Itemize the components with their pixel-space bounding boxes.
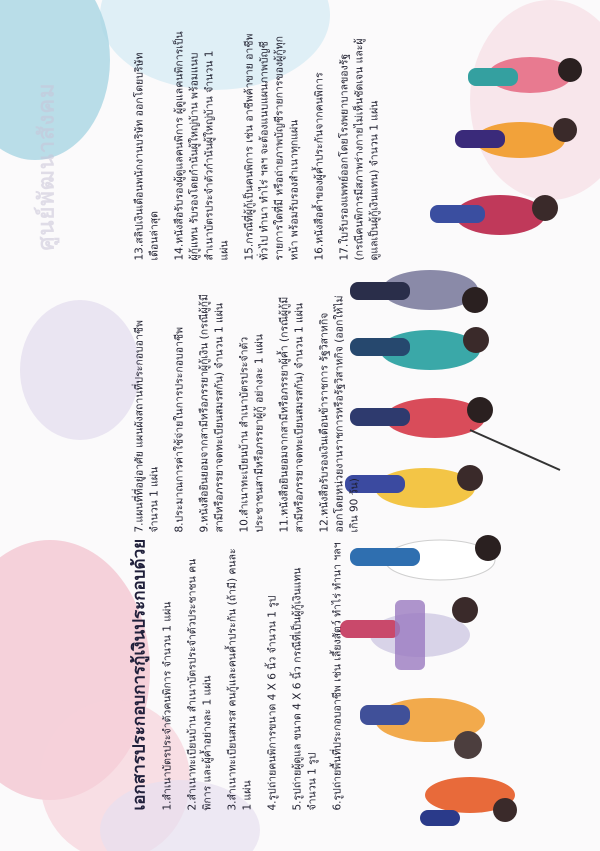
watermark-text: ศูนย์พัฒนาสังคม <box>34 82 60 251</box>
column-1 <box>161 541 356 811</box>
list-item: 5.รูปถ่ายผู้ดูแล ขนาด 4 X 6 นิ้ว กรณีที่เป็นผู้กู้เงินแทนจำนวน 1 รูป <box>291 567 319 811</box>
list-item: 6.รูปถ่ายพื้นที่ประกอบอาชีพ เช่น เลี้ยงสัตว์ ทำไร่ ทำนา ฯลฯ <box>331 542 344 811</box>
list-item: 1.สำเนาบัตรประจำตัวคนพิการ จำนวน 1 แผ่น <box>161 601 174 811</box>
list-item: 7.แผนที่ที่อยู่อาศัย แผนผังสถานที่ประกอบอาชีพ จำนวน 1 แผ่น <box>133 320 161 533</box>
list-item: 16.หนังสือค้ำของผู้ค้ำประกันจากคนพิการ <box>313 72 326 261</box>
list-item: 11.หนังสือยินยอมจากสามีหรือภรรยาผู้ค้ำ (กรณีผู้กู้มีสามีหรือภรรยาจดทะเบียนสมรสกัน) จำนวน 1 แผ่น <box>278 296 306 533</box>
rotated-content <box>1 0 600 851</box>
list-item: 9.หนังสือยินยอมจากสามีหรือภรรยาผู้กู้เงิน (กรณีผู้กู้มีสามีหรือภรรยาจดทะเบียนสมรสกัน) จำนวน 1 แผ่น <box>198 294 226 533</box>
list-item: 4.รูปถ่ายคนพิการขนาด 4 X 6 นิ้ว จำนวน 1 รูป <box>266 595 279 811</box>
list-item: 14.หนังสือรับรองผู้ดูแลคนพิการ ผู้ดูแลคนพิการเป็นผู้กู้แทน รับรองโดยกำนันผู้ใหญ่บ้าน พร้อมแนบสำเนาบัตรประจำตัวกำนันผู้ใหญ่บ้าน จำนวน 1 แผ่น <box>173 31 231 261</box>
list-item: 15.กรณีที่ผู้กู้เป็นคนพิการ เช่น อาชีพค้าขาย อาชีพทั่วไป ทำนา ทำไร่ ฯลฯ จะต้องแนบแผนภาพบัญชีรายการใดที่มี หรือถ่ายภาพบัญชีรายการของผู้กู้ทุกหน้า พร้อมรับรองสำเนาทุกแผ่น <box>243 33 301 261</box>
list-item: 8.ประมาณการค่าใช้จ่ายในการประกอบอาชีพ <box>173 326 186 533</box>
list-item: 10.สำเนาทะเบียนบ้าน สำเนาบัตรประจำตัวประชาชนสามีหรือภรรยาผู้กู้ อย่างละ 1 แผ่น <box>238 334 266 533</box>
list-item: 17.ใบรับรองแพทย์ออกโดยโรงพยาบาลของรัฐ (กรณีคนพิการมีสภาพร่างกายไม่เห็นชัดเจน และผู้ดูแลเป็นผู้กู้เงินแทน) จำนวน 1 แผ่น <box>338 38 381 261</box>
list-item: 12.หนังสือรับรองเงินเดือนข้าราชการ รัฐวิสาหกิจ ออกโดยหน่วยงานราชการหรือรัฐวิสาหกิจ (ออกให้ไม่เกิน 90 วัน) <box>318 295 361 533</box>
list-item: 13.สลิปเงินเดือนพนักงานบริษัท ออกโดยบริษัทเดือนล่าสุด <box>133 52 161 261</box>
column-2 <box>133 293 373 533</box>
list-item: 2.สำเนาทะเบียนบ้าน สำเนาบัตรประจำตัวประชาชน คนพิการ และผู้ค้ำอย่างละ 1 แผ่น <box>186 558 214 811</box>
page-title: เอกสารประกอบการกู้เงินประกอบด้วย <box>129 538 150 811</box>
column-3 <box>133 31 393 261</box>
list-item: 3.สำเนาทะเบียนสมรส คนกู้และคนค้ำประกัน (ถ้ามี) คนละ 1 แผ่น <box>226 548 254 811</box>
